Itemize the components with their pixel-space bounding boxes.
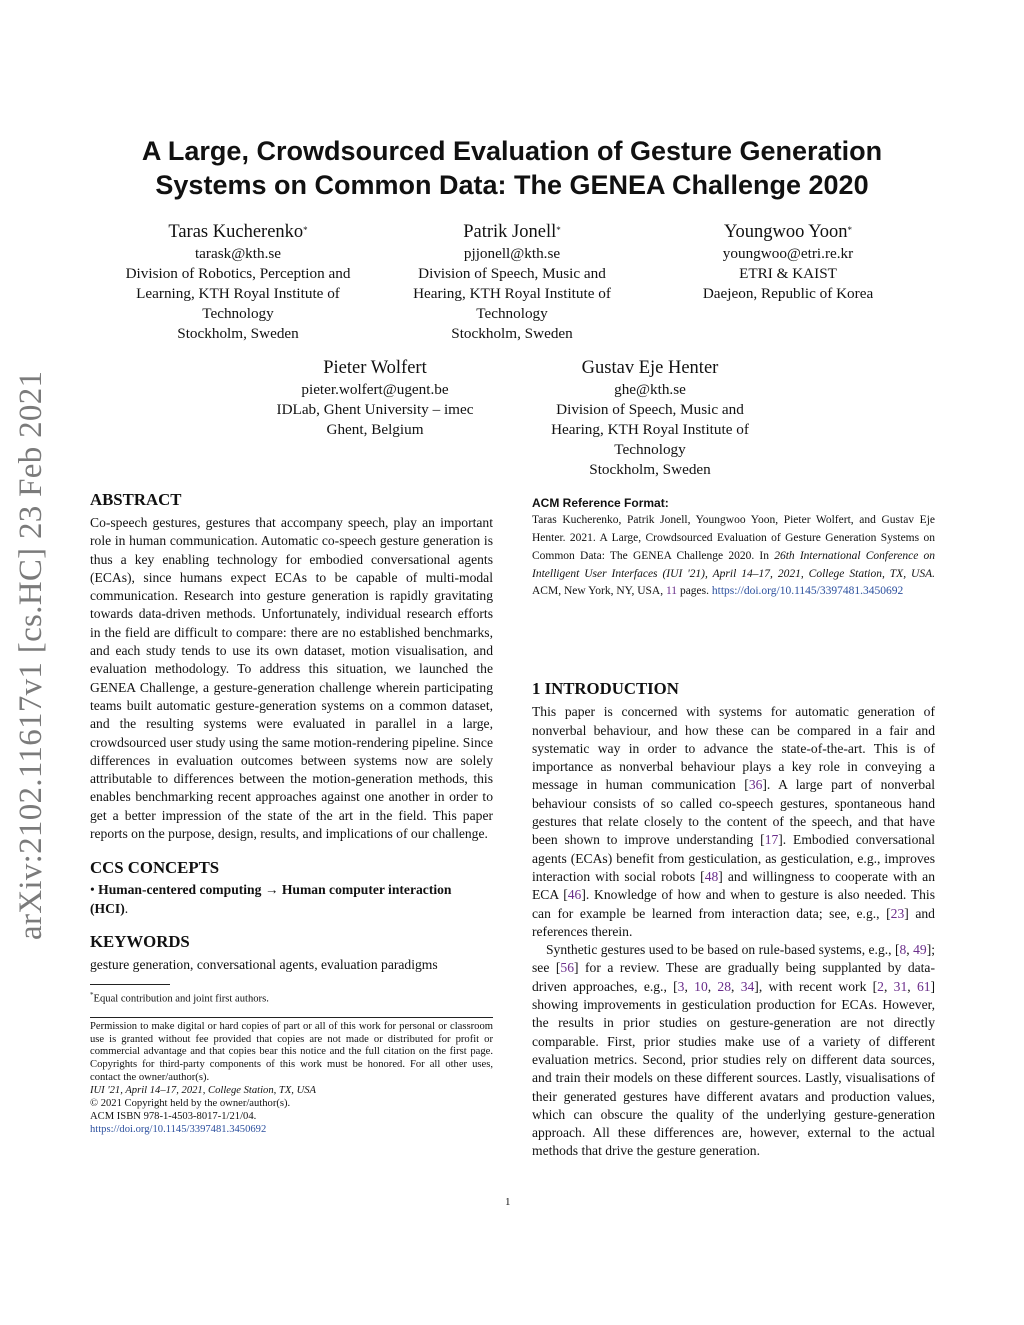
citation-link[interactable]: 34 — [740, 978, 755, 994]
keywords-heading: KEYWORDS — [90, 931, 190, 951]
citation-link[interactable]: 2 — [877, 978, 884, 994]
author-name: Patrik Jonell* — [463, 222, 561, 242]
author-block-4 — [242, 356, 508, 440]
author-affiliation: Technology — [202, 305, 274, 322]
author-block-2 — [382, 220, 642, 344]
author-email: ghe@kth.se — [614, 381, 686, 398]
citation-link[interactable]: 8 — [899, 942, 907, 958]
right-column — [532, 494, 935, 1161]
citation-link[interactable]: 28 — [717, 978, 732, 994]
author-block-3 — [668, 220, 908, 304]
citation-link[interactable]: 31 — [893, 978, 908, 994]
author-affiliation: Learning, KTH Royal Institute of — [136, 285, 340, 302]
author-affiliation: Division of Robotics, Perception and — [125, 265, 351, 282]
author-location: Stockholm, Sweden — [451, 325, 573, 342]
citation-link[interactable]: 56 — [560, 960, 574, 976]
body-text: ] and references therein. — [532, 905, 935, 939]
abstract-text: Co-speech gestures, gestures that accompany speech, play an important role in human communication. Automatic co-speech gesture generation is thus a key enabling technology for embodied conversational agents (ECAs), since humans expect ECAs to be capable of multi-modal communication. Research into gesture generation is rapidly gravitating towards data-driven methods. Unfortunately, individual research efforts in the field are difficult to compare: there are no established benchmarks, and each study tends to use its own dataset, motion visualisation, and evaluation methodology. To address this situation, we launched the GENEA Challenge, a gesture-generation challenge wherein participating teams built automatic gesture-generation systems on a common dataset, and the resulting systems were evaluated in parallel in a large, crowdsourced user study using the same motion-rendering pipeline. Since differences in evaluation outcomes between systems now are solely attributable to differences between the motion-generation methods, this enables benchmarking recent approaches against one another in order to get a better impression of the state of the art in the field. This paper reports on the purpose, design, results, and implications of our challenge. — [90, 515, 493, 842]
ccs-heading: CCS CONCEPTS — [90, 858, 220, 878]
body-text: Synthetic gestures used to be based on rule-based systems, e.g., [ — [546, 942, 900, 958]
body-text: ] and willingness to cooperate with an ECA [ — [532, 868, 936, 903]
keywords-text: gesture generation, conversational agents, evaluation paradigms — [90, 956, 438, 972]
author-affiliation: Division of Speech, Music and — [418, 265, 606, 282]
body-text: ]; see [ — [532, 942, 936, 976]
body-text: This paper is concerned with systems for automatic generation of nonverbal behaviour, and how these can be compared in a fair and systematic way in order to advance the state-of-the-art. This is of importance as nonverbal behaviour plays a key role in conveying a message in human communication [ — [532, 704, 935, 793]
body-text: , — [907, 978, 917, 994]
author-name: Gustav Eje Henter — [581, 358, 719, 378]
body-text: , — [731, 978, 741, 994]
acm-reference-text: Taras Kucherenko, Patrik Jonell, Youngwoo Yoon, Pieter Wolfert, and Gustav Eje Henter. 2021. A Large, Crowdsourced Evaluation of Gesture Generation Systems on Common Data: The GENEA Challenge 2020. In 26th International Conference on Intelligent User Interfaces (IUI '21), April 14–17, 2021, College Station, TX, USA. ACM, New York, NY, USA, 11 pages. https://doi.org/10.1145/3397481.3450692 — [532, 514, 935, 598]
author-affiliation: Hearing, KTH Royal Institute of — [551, 421, 749, 438]
author-affiliation: Technology — [476, 305, 548, 322]
acm-doi-link[interactable]: https://doi.org/10.1145/3397481.3450692 — [711, 585, 904, 598]
author-email: pjjonell@kth.se — [463, 245, 561, 262]
body-text: , — [684, 978, 695, 994]
citation-link[interactable]: 49 — [913, 942, 927, 958]
citation-link[interactable]: 48 — [704, 868, 719, 884]
page-number: 1 — [505, 1196, 511, 1208]
body-text: ]. A large part of nonverbal behaviour consists of so called co-speech gestures, spontaneous hand gestures that relate closely to the content of the speech, and that have been shown to improve understanding [ — [532, 777, 935, 848]
author-affiliation: Hearing, KTH Royal Institute of — [413, 285, 611, 302]
author-block-5 — [520, 356, 780, 480]
author-affiliation: IDLab, Ghent University – imec — [276, 401, 474, 418]
body-text: , — [707, 978, 718, 994]
arxiv-identifier-stamp: arXiv:2102.11617v1 [cs.HC] 23 Feb 2021 — [13, 370, 49, 940]
citation-link[interactable]: 36 — [748, 777, 763, 793]
intro-heading: 1 INTRODUCTION — [532, 679, 679, 699]
title-line-1: A Large, Crowdsourced Evaluation of Gesture Generation — [141, 136, 883, 166]
footnote-rule — [90, 984, 170, 985]
venue-line: IUI '21, April 14–17, 2021, College Station, TX, USA — [90, 1085, 317, 1097]
copyright-line: © 2021 Copyright held by the owner/author(s). — [90, 1098, 291, 1110]
author-location: Stockholm, Sweden — [589, 461, 711, 478]
author-name: Taras Kucherenko* — [168, 222, 308, 242]
author-affiliation: Technology — [614, 441, 686, 458]
author-name: Youngwoo Yoon* — [723, 222, 853, 242]
body-text: ]. Knowledge of how and when to gesture is also needed. This can for example be learned from interaction data; see, e.g., [ — [532, 887, 935, 921]
body-text: ] for a review. These are gradually being supplanted by data-driven approaches, e.g., [ — [532, 960, 935, 994]
abstract-heading: ABSTRACT — [90, 490, 182, 509]
page-count: 11 — [665, 585, 678, 598]
author-affiliation: Division of Speech, Music and — [556, 401, 744, 418]
doi-link[interactable]: https://doi.org/10.1145/3397481.3450692 — [90, 1123, 267, 1135]
author-name: Pieter Wolfert — [323, 358, 427, 378]
body-text: , — [883, 978, 894, 994]
citation-link[interactable]: 17 — [764, 832, 779, 848]
author-block-1 — [100, 220, 376, 344]
intro-paragraph-2 — [532, 941, 935, 1161]
permission-notice: Permission to make digital or hard copies of part or all of this work for personal or classroom use is granted without fee provided that copies are not made or distributed for profit or commercial advantage and that copies bear this notice and the full citation on the first page. Copyrights for third-party components of this work must be honored. For all other uses, contact the owner/author(s). — [90, 1020, 493, 1084]
permission-rule — [90, 1017, 493, 1018]
author-location: Stockholm, Sweden — [177, 325, 299, 342]
author-location: Ghent, Belgium — [326, 421, 424, 438]
footnote: *Equal contribution and joint first authors. — [90, 991, 269, 1005]
isbn-line: ACM ISBN 978-1-4503-8017-1/21/04. — [90, 1111, 257, 1123]
ccs-concepts-text: • Human-centered computing → Human computer interaction (HCI). — [90, 882, 452, 916]
body-text: , — [906, 942, 914, 958]
citation-link[interactable]: 61 — [916, 978, 931, 994]
author-email: youngwoo@etri.re.kr — [722, 245, 854, 262]
citation-link[interactable]: 46 — [567, 887, 582, 903]
citation-link[interactable]: 23 — [890, 905, 905, 921]
citation-link[interactable]: 10 — [694, 978, 708, 994]
author-affiliation: ETRI & KAIST — [739, 265, 837, 282]
author-location: Daejeon, Republic of Korea — [702, 285, 874, 302]
title-line-2: Systems on Common Data: The GENEA Challenge 2020 — [155, 170, 869, 200]
author-email: tarask@kth.se — [194, 245, 282, 262]
body-text: ]. Embodied conversational agents (ECAs) benefit from gesticulation, as gesticulation, e.g., improves interaction with social robots [ — [532, 832, 935, 884]
acm-reference-heading: ACM Reference Format: — [532, 496, 669, 510]
body-text: ] showing improvements in gesticulation production for ECAs. However, the results in prior studies on gesture-generation are not directly comparable. First, prior studies make use of a variety of different evaluation metrics. Second, prior studies rely on different data sources, and train their models on these different sources. Lastly, visualisations of their generated gestures have different avatars and production values, which can obscure the quality of the underlying gesture-generation approach. All these differences are, however, external to the actual methods that drive the gesture generation. — [532, 978, 936, 1159]
intro-paragraph-1 — [532, 703, 935, 941]
citation-link[interactable]: 3 — [677, 978, 685, 994]
paper-title — [60, 134, 964, 202]
left-column — [90, 489, 493, 1137]
body-text: ], with recent work [ — [754, 978, 878, 994]
author-email: pieter.wolfert@ugent.be — [301, 381, 449, 398]
